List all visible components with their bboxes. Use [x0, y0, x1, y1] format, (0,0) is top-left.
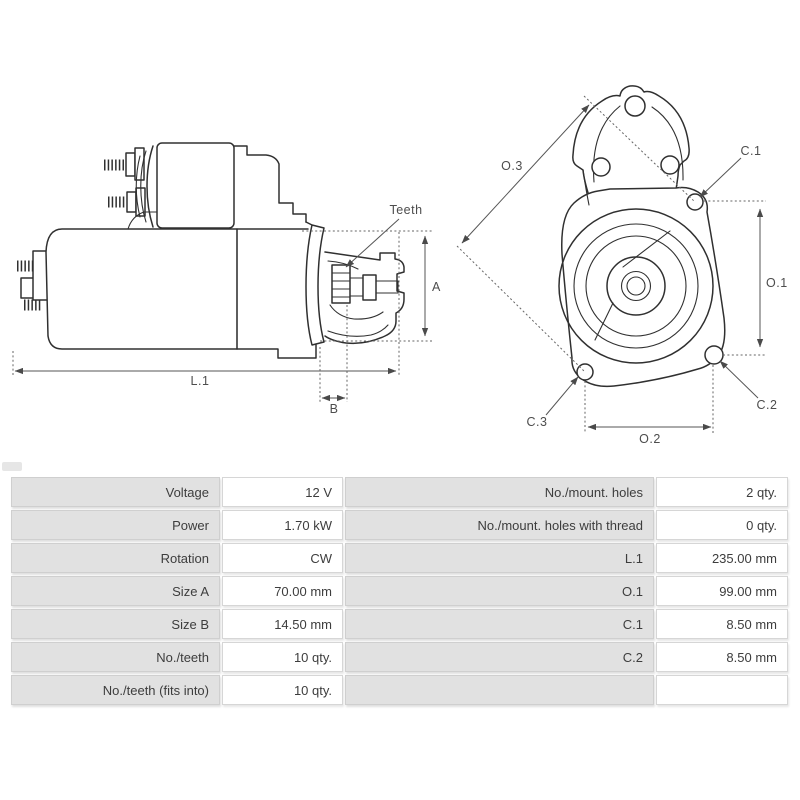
front-view-drawing [457, 86, 788, 446]
label-c2: C.2 [756, 398, 778, 412]
spec-value: 8.50 mm [656, 642, 788, 672]
spec-label: No./mount. holes [345, 477, 654, 507]
spec-value: 70.00 mm [222, 576, 343, 606]
spec-value: 1.70 kW [222, 510, 343, 540]
label-c1: C.1 [740, 144, 762, 158]
spec-value [656, 675, 788, 705]
spec-label: C.2 [345, 642, 654, 672]
label-o1: O.1 [766, 276, 788, 290]
spec-value: 0 qty. [656, 510, 788, 540]
label-o2: O.2 [639, 432, 661, 446]
spec-label: Size B [11, 609, 220, 639]
spec-label: No./mount. holes with thread [345, 510, 654, 540]
spec-value: 235.00 mm [656, 543, 788, 573]
spec-value: 2 qty. [656, 477, 788, 507]
spec-value: 10 qty. [222, 642, 343, 672]
spec-value: 8.50 mm [656, 609, 788, 639]
label-c3: C.3 [526, 415, 548, 429]
spec-table [11, 477, 788, 705]
spec-label: O.1 [345, 576, 654, 606]
side-view-drawing [13, 143, 441, 416]
label-size-a: A [432, 280, 441, 294]
spec-label [345, 675, 654, 705]
label-o3: O.3 [501, 159, 523, 173]
spec-label: Rotation [11, 543, 220, 573]
spec-label: L.1 [345, 543, 654, 573]
label-teeth: Teeth [389, 203, 423, 217]
spec-label: Size A [11, 576, 220, 606]
spec-value: 14.50 mm [222, 609, 343, 639]
spec-value: 10 qty. [222, 675, 343, 705]
spec-value: CW [222, 543, 343, 573]
spec-label: No./teeth [11, 642, 220, 672]
spec-value: 12 V [222, 477, 343, 507]
scan-artifact [2, 462, 22, 471]
spec-label: Power [11, 510, 220, 540]
label-length-l1: L.1 [190, 374, 210, 388]
spec-value: 99.00 mm [656, 576, 788, 606]
label-size-b: B [329, 402, 339, 416]
spec-label: C.1 [345, 609, 654, 639]
spec-label: Voltage [11, 477, 220, 507]
spec-label: No./teeth (fits into) [11, 675, 220, 705]
